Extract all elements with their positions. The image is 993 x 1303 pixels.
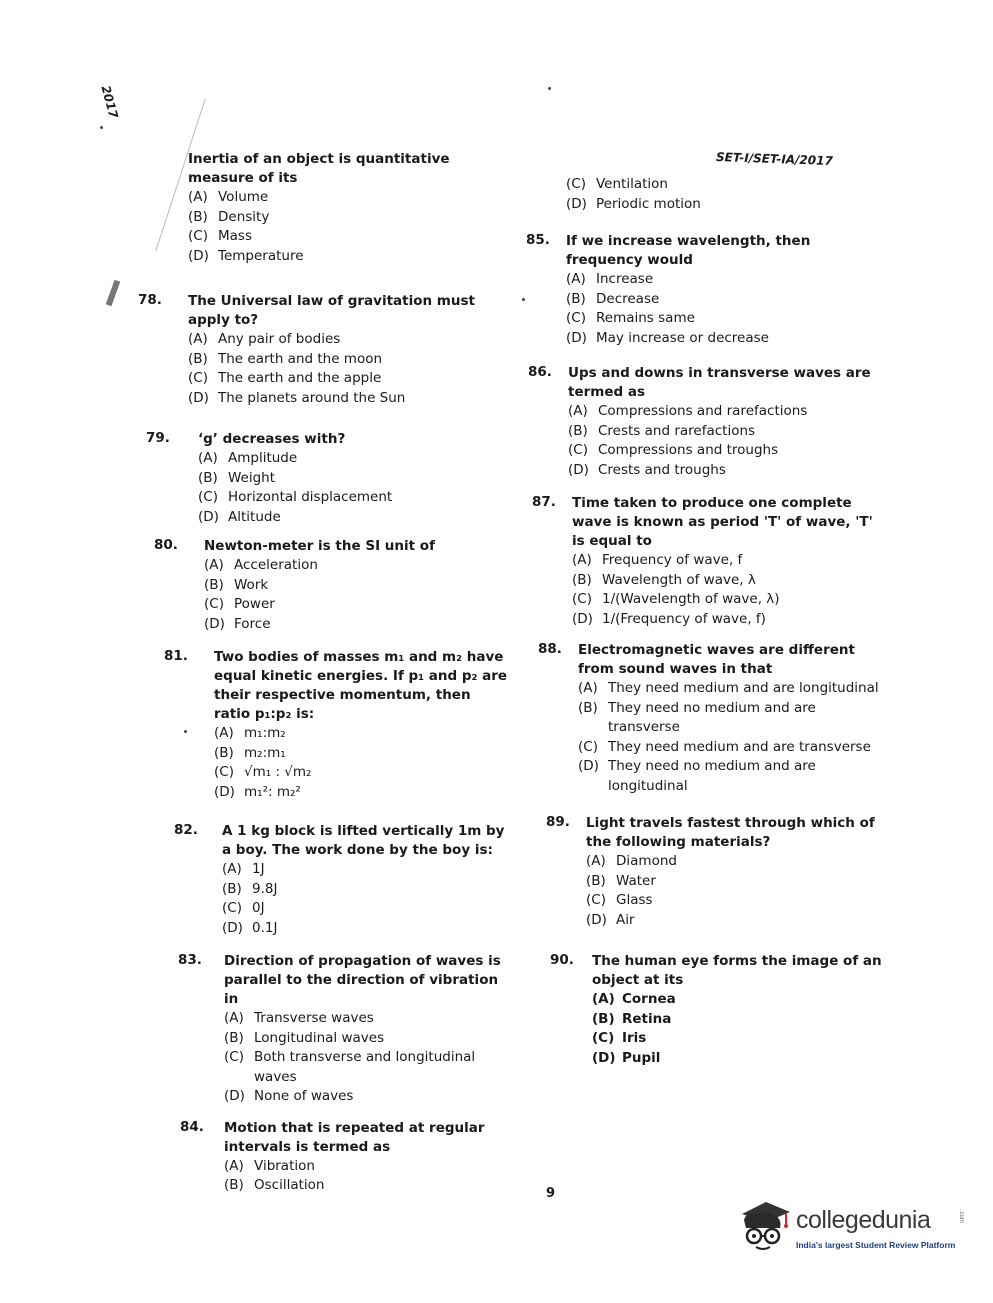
question-number: 80. [154, 537, 178, 553]
option-a: (A) Volume [188, 189, 269, 205]
question-79 [138, 430, 510, 527]
option-c: (C) 1/(Wavelength of wave, λ) [572, 591, 780, 607]
option-c: (C) Remains same [566, 310, 695, 326]
scan-dot [548, 87, 551, 90]
question-84-continued [522, 175, 882, 214]
question-text: ‘g’ decreases with? [198, 431, 346, 447]
option-a: (A) Diamond [586, 853, 677, 869]
option-d: (D) Temperature [188, 247, 304, 264]
question-number: 89. [546, 814, 570, 830]
option-c: (C) Ventilation [566, 176, 668, 192]
question-number: 86. [528, 364, 552, 380]
question-77 [188, 150, 510, 266]
student-mascot-icon [736, 1198, 792, 1254]
page-number: 9 [546, 1186, 556, 1201]
collegedunia-logo[interactable] [736, 1196, 966, 1258]
question-81 [138, 648, 510, 802]
question-number: 82. [174, 822, 198, 838]
option-b: (B) m₂:m₁ [214, 744, 286, 761]
option-b: (B) They need no medium and are transverse [578, 699, 816, 735]
question-number: 87. [532, 494, 556, 510]
option-a: (A) Any pair of bodies [188, 331, 341, 347]
logo-domain: .com [958, 1210, 964, 1224]
option-a: (A) Acceleration [204, 557, 318, 573]
option-a: (A) 1J [222, 861, 265, 877]
question-text: Motion that is repeated at regular intervals is termed as [224, 1119, 485, 1155]
option-b: (B) Crests and rarefactions [568, 422, 756, 439]
set-code-header: SET-I/SET-IA/2017 [715, 149, 834, 169]
option-c: (C) Compressions and troughs [568, 442, 779, 458]
option-a: (A) Increase [566, 271, 654, 287]
option-b: (B) Oscillation [224, 1177, 325, 1193]
question-text: Light travels fastest through which of the following materials? [586, 815, 875, 850]
question-text: Time taken to produce one complete wave is known as period 'T' of wave, 'T' is equal to [572, 495, 873, 549]
question-number: 79. [146, 430, 170, 446]
option-a: (A) Vibration [224, 1157, 315, 1174]
option-d: (D) Periodic motion [566, 195, 701, 212]
option-d: (D) The planets around the Sun [188, 389, 406, 406]
option-a: (A) m₁:m₂ [214, 725, 286, 741]
question-text: Direction of propagation of waves is parallel to the direction of vibration in [224, 953, 501, 1007]
option-c: (C) The earth and the apple [188, 370, 382, 386]
question-85 [522, 232, 882, 348]
option-b: (B) 9.8J [222, 880, 278, 897]
question-number: 84. [180, 1118, 204, 1135]
question-number: 83. [178, 952, 202, 968]
question-number: 81. [164, 648, 188, 664]
option-b: (B) Density [188, 208, 270, 225]
question-number: 78. [138, 292, 162, 308]
logo-tagline: India's largest Student Review Platform [796, 1240, 956, 1250]
right-column [522, 175, 882, 1068]
option-d: (D) Force [204, 615, 271, 632]
scan-dot [100, 126, 103, 129]
option-a: (A) They need medium and are longitudinal [578, 680, 879, 696]
question-text: If we increase wavelength, then frequency would [566, 233, 811, 268]
option-c: (C) √m₁ : √m₂ [214, 764, 312, 780]
question-83 [138, 952, 510, 1107]
logo-wordmark: collegedunia [796, 1206, 931, 1234]
question-80 [138, 537, 510, 634]
option-b: (B) Water [586, 872, 656, 889]
question-86 [522, 364, 882, 480]
question-text: Electromagnetic waves are different from sound waves in that [578, 642, 855, 677]
option-a: (A) Amplitude [198, 450, 298, 466]
question-text: Inertia of an object is quantitative measure of its [188, 151, 450, 186]
option-d: (D) May increase or decrease [566, 329, 769, 346]
option-c: (C) Both transverse and longitudinal waves [224, 1049, 476, 1085]
question-text: Ups and downs in transverse waves are termed as [568, 365, 871, 400]
option-d: (D) They need no medium and are longitudinal [578, 758, 816, 794]
question-87 [522, 494, 882, 629]
question-text: Two bodies of masses m₁ and m₂ have equal kinetic energies. If p₁ and p₂ are their respective momentum, then ratio p₁:p₂ is: [214, 649, 508, 722]
option-a: (A) Frequency of wave, f [572, 552, 743, 568]
option-c: (C) Glass [586, 892, 653, 908]
option-d: (D) 0.1J [222, 919, 278, 936]
year-stamp: 2017 [98, 84, 121, 120]
option-c: (C) 0J [222, 900, 265, 916]
question-text: The Universal law of gravitation must apply to? [188, 293, 475, 328]
option-a: (A) Transverse waves [224, 1010, 374, 1026]
option-d: (D) m₁²: m₂² [214, 783, 301, 800]
scan-mark-line [106, 280, 121, 306]
option-a: (A) Compressions and rarefactions [568, 403, 808, 419]
option-c: (C) Iris [592, 1030, 647, 1046]
question-82 [138, 822, 510, 938]
option-a: (A) Cornea [592, 991, 676, 1007]
option-c: (C) Power [204, 596, 275, 612]
option-d: (D) Crests and troughs [568, 461, 726, 478]
question-90 [522, 952, 882, 1068]
question-text: A 1 kg block is lifted vertically 1m by a boy. The work done by the boy is: [222, 823, 505, 858]
question-text: The human eye forms the image of an object at its [592, 953, 882, 988]
option-b: (B) Wavelength of wave, λ [572, 571, 756, 588]
option-b: (B) Longitudinal waves [224, 1029, 385, 1046]
option-b: (B) Weight [198, 469, 276, 486]
option-b: (B) The earth and the moon [188, 350, 383, 367]
option-b: (B) Retina [592, 1010, 672, 1027]
option-b: (B) Decrease [566, 290, 660, 307]
question-89 [522, 814, 882, 930]
question-number: 90. [550, 952, 574, 968]
option-c: (C) Mass [188, 228, 252, 244]
option-d: (D) 1/(Frequency of wave, f) [572, 610, 766, 627]
question-78 [138, 292, 510, 408]
option-c: (C) They need medium and are transverse [578, 738, 871, 755]
question-number: 88. [538, 641, 562, 657]
option-d: (D) Pupil [592, 1049, 661, 1066]
question-text: Newton-meter is the SI unit of [204, 538, 435, 554]
option-d: (D) Altitude [198, 508, 281, 525]
option-d: (D) None of waves [224, 1088, 354, 1104]
option-b: (B) Work [204, 576, 269, 593]
question-88 [522, 641, 882, 796]
question-84 [138, 1119, 510, 1196]
option-d: (D) Air [586, 911, 635, 928]
left-column [138, 150, 510, 1196]
question-number: 85. [526, 232, 550, 248]
option-c: (C) Horizontal displacement [198, 489, 393, 505]
